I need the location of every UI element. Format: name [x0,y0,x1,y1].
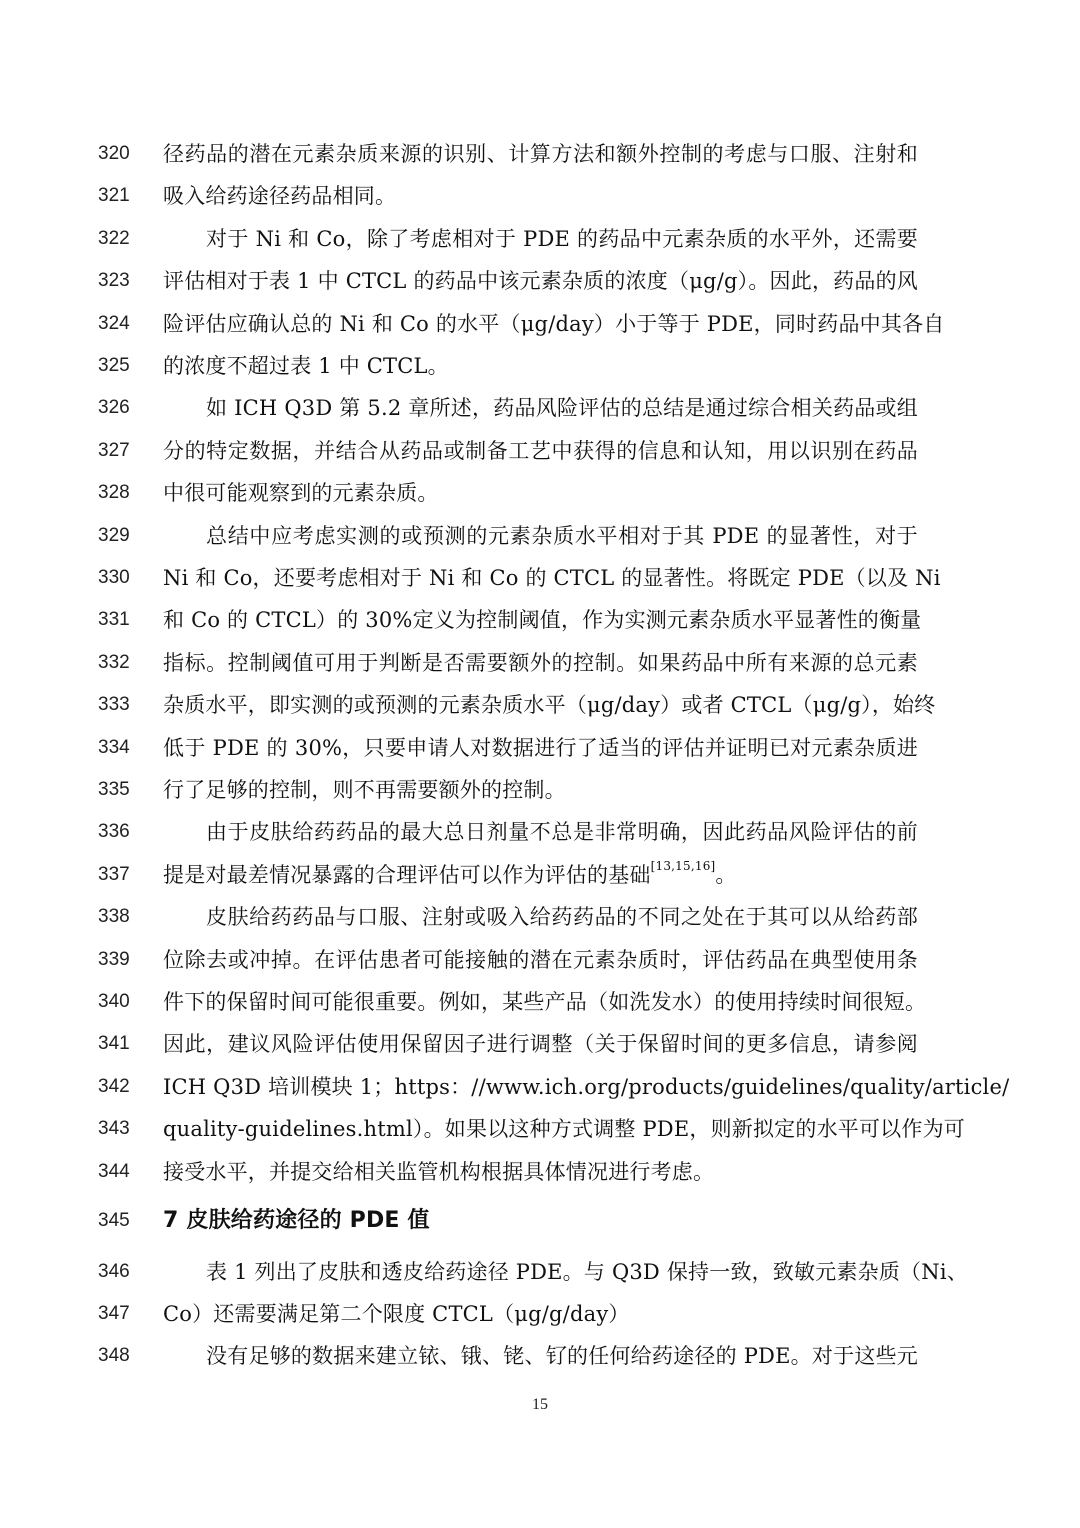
line-text: 吸入给药途径药品相同。 [163,184,397,208]
text-line [0,690,1080,732]
section-heading: 7 皮肤给药途径的 PDE 值 [163,1208,430,1233]
line-number: 334 [98,737,130,758]
line-number: 322 [98,228,130,249]
line-number: 339 [98,949,130,970]
text-line [0,563,1080,605]
line-text: 件下的保留时间可能很重要。例如，某些产品（如洗发水）的使用持续时间很短。 [163,990,927,1014]
line-text: 评估相对于表 1 中 CTCL 的药品中该元素杂质的浓度（μg/g）。因此，药品的风 [163,269,918,293]
line-text: 分的特定数据，并结合从药品或制备工艺中获得的信息和认知，用以识别在药品 [163,439,918,463]
line-number: 333 [98,694,130,715]
line-number: 346 [98,1261,130,1282]
line-number: 321 [98,185,130,206]
line-number: 325 [98,355,130,376]
text-line [0,224,1080,266]
text-line [0,605,1080,647]
line-number: 348 [98,1345,130,1366]
line-text: quality-guidelines.html）。如果以这种方式调整 PDE，则新拟定的水平可以作为可 [163,1117,965,1141]
line-number: 337 [98,864,130,885]
line-text: 因此，建议风险评估使用保留因子进行调整（关于保留时间的更多信息，请参阅 [163,1032,918,1056]
line-number: 336 [98,821,130,842]
page-number: 15 [532,1396,548,1413]
text-line [0,817,1080,859]
line-number: 340 [98,991,130,1012]
line-number: 330 [98,567,130,588]
text-line [0,1114,1080,1156]
text-line [0,945,1080,987]
line-text: Co）还需要满足第二个限度 CTCL（μg/g/day） [163,1302,630,1326]
line-text: 总结中应考虑实测的或预测的元素杂质水平相对于其 PDE 的显著性，对于 [206,524,918,548]
line-text: 由于皮肤给药药品的最大总日剂量不总是非常明确，因此药品风险评估的前 [206,820,918,844]
text-line [0,139,1080,181]
line-number: 326 [98,397,130,418]
line-number: 329 [98,525,130,546]
line-number: 342 [98,1076,130,1097]
text-line [0,733,1080,775]
line-number: 335 [98,779,130,800]
line-text: 对于 Ni 和 Co，除了考虑相对于 PDE 的药品中元素杂质的水平外，还需要 [206,227,918,251]
line-number: 327 [98,440,130,461]
line-text-tail: 。 [715,863,737,887]
text-line [0,1257,1080,1299]
text-line [0,1029,1080,1071]
line-text: 行了足够的控制，则不再需要额外的控制。 [163,778,566,802]
line-text-with-citation [163,860,918,890]
line-text: 中很可能观察到的元素杂质。 [163,481,439,505]
text-line [0,1157,1080,1199]
line-text: 提是对最差情况暴露的合理评估可以作为评估的基础 [163,863,651,887]
text-line [0,266,1080,308]
line-text: 险评估应确认总的 Ni 和 Co 的水平（μg/day）小于等于 PDE，同时药品中其各自 [163,312,945,336]
text-line [0,309,1080,351]
line-number: 332 [98,652,130,673]
line-number: 345 [98,1210,130,1231]
line-text: 接受水平，并提交给相关监管机构根据具体情况进行考虑。 [163,1160,715,1184]
line-number: 328 [98,482,130,503]
text-line [0,775,1080,817]
line-number: 343 [98,1118,130,1139]
line-text: 杂质水平，即实测的或预测的元素杂质水平（μg/day）或者 CTCL（μg/g），始终 [163,693,936,717]
text-line [0,478,1080,520]
text-line [0,351,1080,393]
text-line [0,648,1080,690]
line-text: 低于 PDE 的 30%，只要申请人对数据进行了适当的评估并证明已对元素杂质进 [163,736,918,760]
section-heading-line [0,1206,1080,1248]
line-number: 324 [98,313,130,334]
line-text: 表 1 列出了皮肤和透皮给药途径 PDE。与 Q3D 保持一致，致敏元素杂质（Ni、 [206,1260,968,1284]
line-text: 如 ICH Q3D 第 5.2 章所述，药品风险评估的总结是通过综合相关药品或组 [206,396,918,420]
line-number: 331 [98,609,130,630]
text-line [0,902,1080,944]
line-text: ICH Q3D 培训模块 1；https：//www.ich.org/products/guidelines/quality/article/ [163,1075,1010,1099]
line-number: 338 [98,906,130,927]
line-text: 皮肤给药药品与口服、注射或吸入给药药品的不同之处在于其可以从给药部 [206,905,918,929]
line-number: 320 [98,143,130,164]
text-line [0,393,1080,435]
line-number: 347 [98,1303,130,1324]
line-text: Ni 和 Co，还要考虑相对于 Ni 和 Co 的 CTCL 的显著性。将既定 PDE（以及 Ni [163,566,941,590]
line-text: 和 Co 的 CTCL）的 30%定义为控制阈值，作为实测元素杂质水平显著性的衡量 [163,608,922,632]
line-number: 323 [98,270,130,291]
line-number: 344 [98,1161,130,1182]
text-line [0,521,1080,563]
text-line [0,181,1080,223]
text-line [0,1072,1080,1114]
line-number: 341 [98,1033,130,1054]
text-line [0,987,1080,1029]
text-line [0,860,1080,902]
line-text: 指标。控制阈值可用于判断是否需要额外的控制。如果药品中所有来源的总元素 [163,651,918,675]
citation-reference: [13,15,16] [650,859,716,873]
line-text: 没有足够的数据来建立铱、锇、铑、钌的任何给药途径的 PDE。对于这些元 [206,1344,918,1368]
line-text: 位除去或冲掉。在评估患者可能接触的潜在元素杂质时，评估药品在典型使用条 [163,948,918,972]
line-text: 的浓度不超过表 1 中 CTCL。 [163,354,449,378]
text-line [0,1299,1080,1341]
text-line [0,436,1080,478]
line-text: 径药品的潜在元素杂质来源的识别、计算方法和额外控制的考虑与口服、注射和 [163,142,918,166]
text-line [0,1341,1080,1383]
